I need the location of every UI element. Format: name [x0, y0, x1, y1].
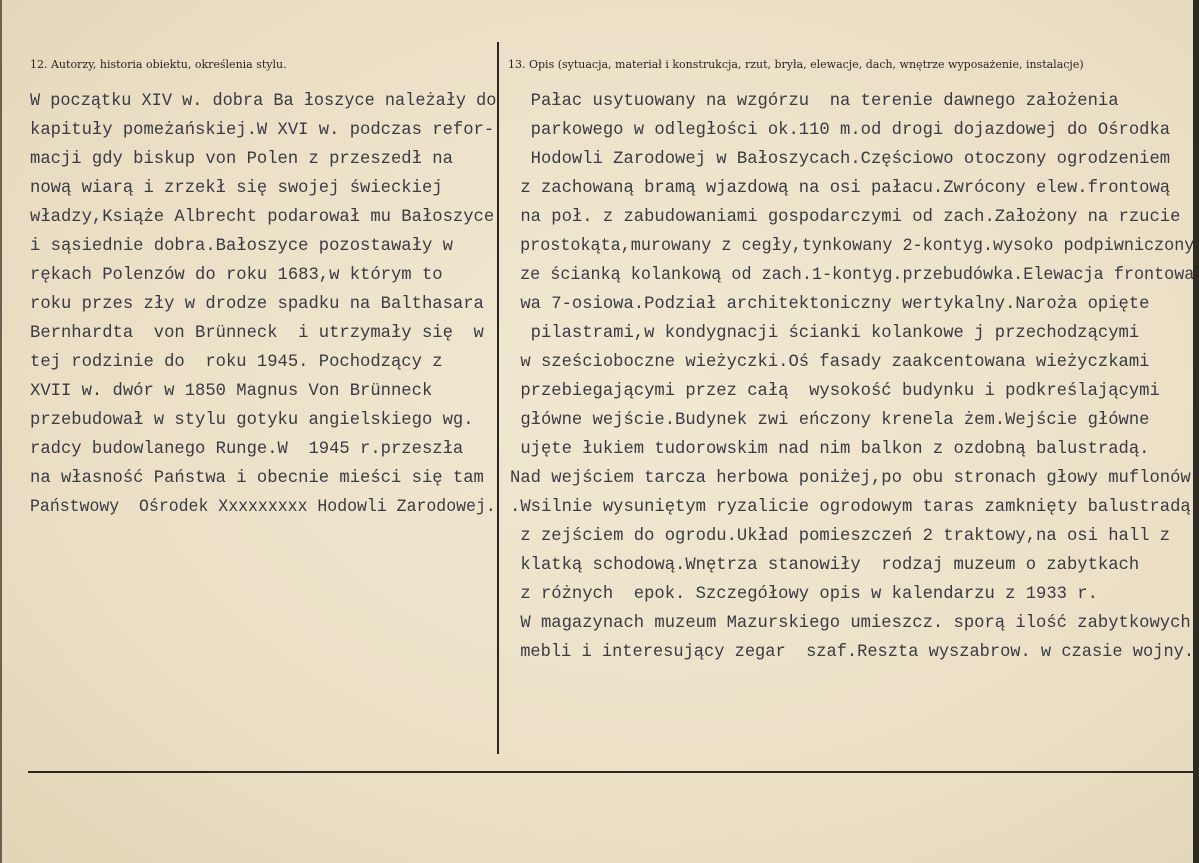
- text-line: rękach Polenzów do roku 1683,w którym to: [30, 266, 443, 285]
- text-line: z zejściem do ogrodu.Układ pomieszczeń 2 traktowy,na osi hall z: [510, 527, 1171, 546]
- text-line: i sąsiednie dobra.Bałoszyce pozostawały w: [30, 237, 453, 256]
- text-line: Państwowy Ośrodek Xxxxxxxxx Hodowli Zarodowej.: [30, 498, 496, 517]
- text-line: mebli i interesujący zegar szaf.Reszta wyszabrow. w czasie wojny.: [510, 643, 1195, 662]
- text-line: Hodowli Zarodowej w Bałoszycach.Częściowo otoczony ogrodzeniem: [510, 150, 1171, 169]
- column-divider: [497, 42, 499, 754]
- text-line: tej rodzinie do roku 1945. Pochodzący z: [30, 353, 443, 372]
- text-line: na poł. z zabudowaniami gospodarczymi od zach.Założony na rzucie: [510, 208, 1181, 227]
- bottom-rule: [28, 771, 1194, 773]
- text-line: nową wiarą i zrzekł się swojej świeckiej: [30, 179, 443, 198]
- text-line: pilastrami,w kondygnacji ścianki kolankowe j przechodzącymi: [510, 324, 1140, 343]
- text-line: w sześcioboczne wieżyczki.Oś fasady zaakcentowana wieżyczkami: [510, 353, 1150, 372]
- text-line: wa 7-osiowa.Podział architektoniczny wertykalny.Naroża opięte: [510, 295, 1150, 314]
- text-line: .Wsilnie wysuniętym ryzalicie ogrodowym taras zamknięty balustradą: [510, 498, 1191, 517]
- page-left-edge: [0, 0, 2, 863]
- text-line: przebiegającymi przez całą wysokość budynku i podkreślającymi: [510, 382, 1160, 401]
- text-line: Bernhardta von Brünneck i utrzymały się w: [30, 324, 484, 343]
- text-line: ze ścianką kolankową od zach.1-kontyg.przebudówka.Elewacja frontowa: [510, 266, 1195, 285]
- text-line: z zachowaną bramą wjazdową na osi pałacu.Zwrócony elew.frontową: [510, 179, 1171, 198]
- text-line: XVII w. dwór w 1850 Magnus Von Brünneck: [30, 382, 433, 401]
- text-line: Nad wejściem tarcza herbowa poniżej,po obu stronach głowy muflonów: [510, 469, 1191, 488]
- text-line: Pałac usytuowany na wzgórzu na terenie dawnego założenia: [510, 92, 1119, 111]
- text-line: główne wejście.Budynek zwi eńczony krenela żem.Wejście główne: [510, 411, 1150, 430]
- section-12-heading: 12. Autorzy, historia obiektu, określenia stylu.: [30, 58, 287, 71]
- text-line: z różnych epok. Szczegółowy opis w kalendarzu z 1933 r.: [510, 585, 1098, 604]
- text-line: W początku XIV w. dobra Ba łoszyce należały do: [30, 92, 497, 111]
- text-line: kapituły pomeżańskiej.W XVI w. podczas refor-: [30, 121, 495, 140]
- text-line: przebudował w stylu gotyku angielskiego wg.: [30, 411, 474, 430]
- text-line: na własność Państwa i obecnie mieści się tam: [30, 469, 484, 488]
- text-line: parkowego w odległości ok.110 m.od drogi dojazdowej do Ośrodka: [510, 121, 1171, 140]
- text-line: radcy budowlanego Runge.W 1945 r.przeszła: [30, 440, 464, 459]
- text-line: macji gdy biskup von Polen z przeszedł na: [30, 150, 453, 169]
- text-line: prostokąta,murowany z cegły,tynkowany 2-kontyg.wysoko podpiwniczony: [510, 237, 1195, 256]
- page-right-edge: [1193, 0, 1199, 863]
- text-line: klatką schodową.Wnętrza stanowiły rodzaj muzeum o zabytkach: [510, 556, 1140, 575]
- text-line: roku przes zły w drodze spadku na Balthasara: [30, 295, 484, 314]
- text-line: W magazynach muzeum Mazurskiego umieszcz. sporą ilość zabytkowych: [510, 614, 1191, 633]
- section-13-heading: 13. Opis (sytuacja, materiał i konstrukcja, rzut, bryła, elewacje, dach, wnętrze wyposażenie, instalacje): [508, 58, 1084, 71]
- text-line: władzy,Książe Albrecht podarował mu Bałoszyce: [30, 208, 495, 227]
- text-line: ujęte łukiem tudorowskim nad nim balkon z ozdobną balustradą.: [510, 440, 1150, 459]
